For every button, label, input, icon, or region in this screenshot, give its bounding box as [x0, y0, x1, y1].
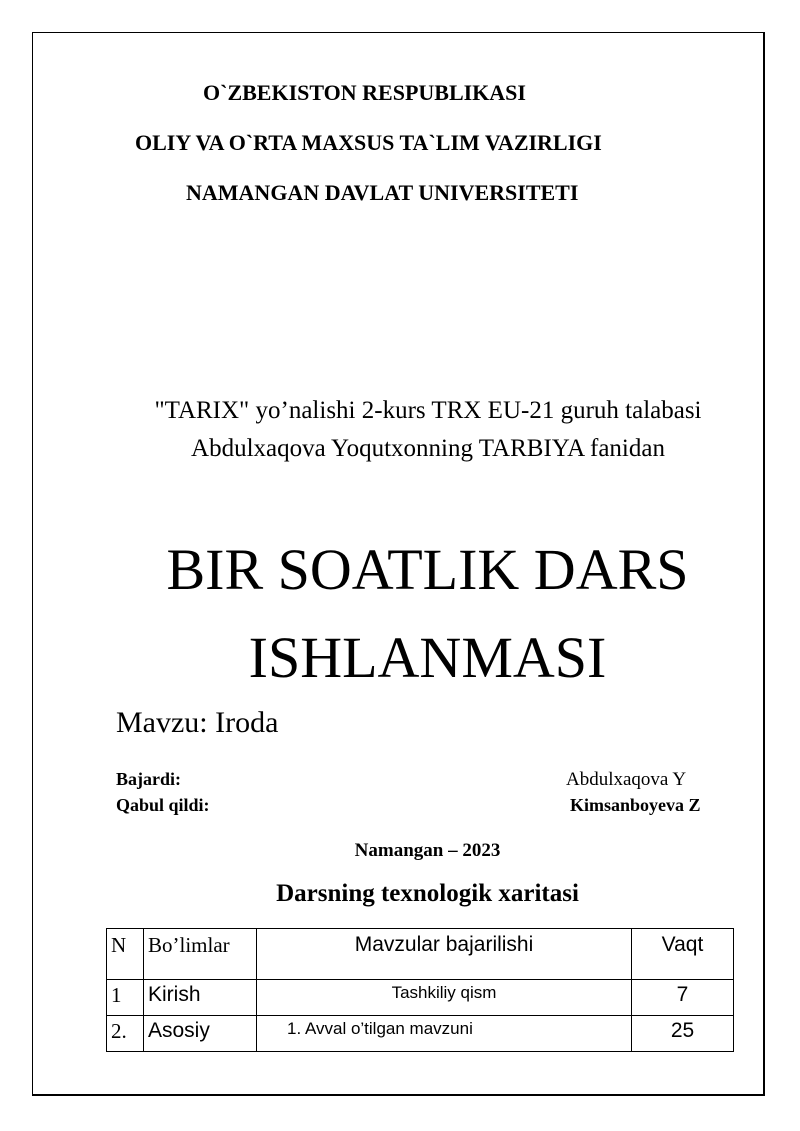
place-year: Namangan – 2023: [354, 840, 501, 861]
table-row: [107, 1016, 734, 1052]
row-topic: Tashkiliy qism: [257, 980, 632, 1016]
row-number: 1: [107, 980, 144, 1016]
done-by-value: Abdulxaqova Y: [566, 769, 687, 790]
table-header-row: [107, 929, 734, 980]
row-number: 2.: [107, 1016, 144, 1052]
done-by-label: Bajardi:: [116, 769, 181, 789]
row-time: 7: [632, 980, 734, 1016]
document-title: BIR SOATLIK DARS ISHLANMASI: [166, 537, 689, 690]
header-republic: O`ZBEKISTON RESPUBLIKASI: [203, 80, 526, 105]
lesson-plan-table: [106, 928, 734, 1052]
header-cell-sections: Bo’limlar: [144, 929, 257, 980]
table-caption: Darsning texnologik xaritasi: [276, 880, 579, 907]
row-section: Kirish: [144, 980, 257, 1016]
header-university: NAMANGAN DAVLAT UNIVERSITETI: [186, 180, 579, 205]
topic-line: Mavzu: Iroda: [116, 706, 279, 739]
header-ministry: OLIY VA O`RTA MAXSUS TA`LIM VAZIRLIGI: [135, 130, 602, 155]
header-cell-time: Vaqt: [632, 929, 734, 980]
accepted-by-label: Qabul qildi:: [116, 795, 210, 815]
accepted-by-value: Kimsanboyeva Z: [570, 795, 701, 815]
row-topic: 1. Avval o’tilgan mavzuni: [257, 1016, 632, 1052]
header-cell-topics: Mavzular bajarilishi: [257, 929, 632, 980]
row-time: 25: [632, 1016, 734, 1052]
intro-text: "TARIX" yo’nalishi 2-kurs TRX EU-21 guruh talabasi Abdulxaqova Yoqutxonning TARBIYA fanidan: [154, 397, 702, 462]
table-row: [107, 980, 734, 1016]
header-cell-n: N: [107, 929, 144, 980]
row-section: Asosiy: [144, 1016, 257, 1052]
